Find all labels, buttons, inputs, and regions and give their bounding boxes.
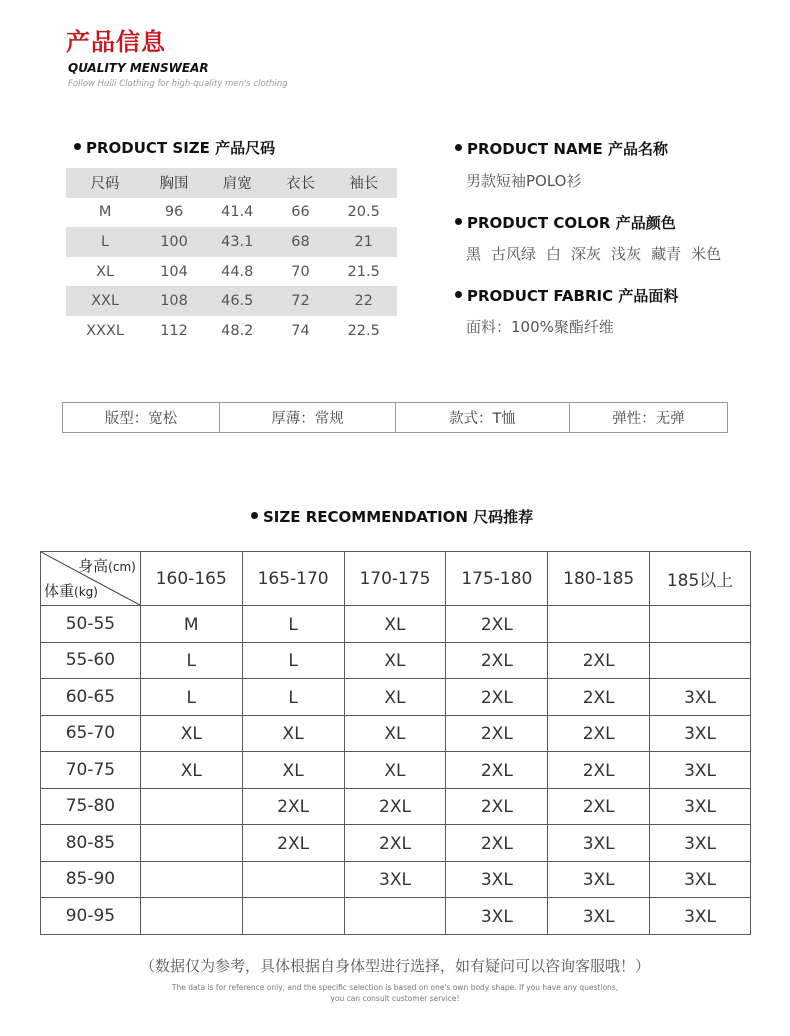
reference-note: （数据仅为参考，具体根据自身体型进行选择，如有疑问可以咨询客服哦！） — [139, 957, 650, 975]
size-table-cell: 48.2 — [221, 322, 254, 339]
page-tagline: Follow Huili Clothing for high-quality men's clothing — [68, 79, 288, 89]
recommended-size-cell — [140, 898, 242, 935]
size-table-cell: XL — [96, 263, 115, 280]
weight-range-cell: 90-95 — [41, 898, 141, 935]
recommended-size-cell — [242, 861, 344, 898]
weight-range-cell: 60-65 — [41, 679, 141, 716]
recommended-size-cell: L — [140, 642, 242, 679]
recommended-size-cell: XL — [344, 606, 446, 643]
recommended-size-cell: 3XL — [650, 788, 751, 825]
recommended-size-cell: 2XL — [548, 642, 650, 679]
attribute-bar — [62, 402, 728, 433]
recommended-size-cell: 2XL — [446, 715, 548, 752]
size-table-header-cell: 尺码 — [66, 168, 144, 198]
product-name-heading: PRODUCT NAME 产品名称 — [455, 138, 668, 159]
recommended-size-cell: 2XL — [446, 788, 548, 825]
page-title: 产品信息 — [66, 28, 166, 56]
bullet-icon — [251, 512, 258, 519]
color-option: 深灰 — [571, 245, 602, 263]
recommended-size-cell — [140, 788, 242, 825]
attribute-fit: 版型：宽松 — [63, 403, 220, 432]
table-row — [41, 898, 751, 935]
recommended-size-cell: 2XL — [446, 679, 548, 716]
product-fabric-heading: PRODUCT FABRIC 产品面料 — [455, 285, 678, 306]
product-size-heading: PRODUCT SIZE 产品尺码 — [74, 137, 275, 158]
size-recommendation-table — [40, 551, 751, 935]
weight-range-cell: 65-70 — [41, 715, 141, 752]
product-color-list — [466, 243, 731, 264]
size-table-cell: 46.5 — [204, 286, 271, 316]
recommended-size-cell: 2XL — [344, 825, 446, 862]
recommended-size-cell: XL — [242, 752, 344, 789]
size-table-cell: 66 — [291, 204, 310, 221]
size-table-cell: M — [98, 204, 112, 221]
recommended-size-cell: 3XL — [548, 825, 650, 862]
attribute-thickness: 厚薄：常规 — [220, 403, 396, 432]
recommended-size-cell: 2XL — [548, 752, 650, 789]
size-table-cell: 108 — [144, 286, 204, 316]
recommended-size-cell: 3XL — [446, 898, 548, 935]
recommended-size-cell: 2XL — [446, 825, 548, 862]
reference-note-english-line1: The data is for reference only, and the specific selection is based on one's own body shape. If you have any questions, — [171, 983, 619, 992]
size-table-cell: 21 — [330, 227, 397, 257]
size-table-header-cell: 胸围 — [144, 168, 204, 198]
recommended-size-cell: XL — [140, 715, 242, 752]
corner-weight-label: 体重(kg) — [44, 582, 98, 600]
recommended-size-cell — [548, 606, 650, 643]
recommended-size-cell — [140, 861, 242, 898]
table-row — [41, 715, 751, 752]
bullet-icon — [455, 291, 462, 298]
product-fabric-value: 面料：100%聚酯纤维 — [466, 318, 614, 336]
table-row — [41, 752, 751, 789]
page-subtitle: QUALITY MENSWEAR — [68, 61, 209, 75]
recommended-size-cell: XL — [344, 642, 446, 679]
size-table-cell: 68 — [271, 227, 331, 257]
table-corner-cell — [41, 552, 141, 606]
recommended-size-cell: 3XL — [650, 715, 751, 752]
bullet-icon — [74, 143, 81, 150]
size-table-header-cell: 衣长 — [271, 168, 331, 198]
size-table-cell: 21.5 — [347, 263, 380, 280]
recommended-size-cell: XL — [344, 752, 446, 789]
weight-range-cell: 85-90 — [41, 861, 141, 898]
recommended-size-cell: 3XL — [548, 861, 650, 898]
reference-note-english-line2: you can consult customer service! — [330, 994, 460, 1003]
weight-range-cell: 50-55 — [41, 606, 141, 643]
size-recommendation-heading: SIZE RECOMMENDATION 尺码推荐 — [251, 506, 533, 527]
recommended-size-cell: 3XL — [650, 679, 751, 716]
height-range-header: 165-170 — [242, 552, 344, 606]
recommended-size-cell — [140, 825, 242, 862]
table-row — [41, 825, 751, 862]
size-table-cell: XXXL — [86, 322, 125, 339]
size-table-cell: 112 — [160, 322, 188, 339]
recommended-size-cell: 3XL — [650, 825, 751, 862]
table-row — [66, 198, 397, 228]
recommended-size-cell: 2XL — [446, 752, 548, 789]
recommended-size-cell — [650, 606, 751, 643]
recommended-size-cell: 3XL — [446, 861, 548, 898]
recommended-size-cell: XL — [344, 715, 446, 752]
size-table-header-row — [66, 168, 397, 198]
table-row — [41, 642, 751, 679]
size-table-cell: 22 — [330, 286, 397, 316]
table-row — [66, 227, 397, 257]
size-table-cell: 100 — [144, 227, 204, 257]
weight-range-cell: 55-60 — [41, 642, 141, 679]
table-row — [41, 606, 751, 643]
recommended-size-cell: XL — [140, 752, 242, 789]
table-row — [41, 861, 751, 898]
recommended-size-cell: 2XL — [242, 825, 344, 862]
color-option: 藏青 — [651, 245, 682, 263]
color-option: 古风绿 — [491, 245, 537, 263]
bullet-icon — [455, 144, 462, 151]
recommended-size-cell: 2XL — [548, 788, 650, 825]
recommended-size-cell — [650, 642, 751, 679]
size-table-cell: L — [66, 227, 144, 257]
recommended-size-cell: 2XL — [548, 715, 650, 752]
recommended-size-cell: 3XL — [650, 752, 751, 789]
recommended-size-cell: 3XL — [650, 861, 751, 898]
recommended-size-cell — [242, 898, 344, 935]
size-table-cell: 43.1 — [204, 227, 271, 257]
product-color-heading: PRODUCT COLOR 产品颜色 — [455, 212, 676, 233]
attribute-style: 款式：T恤 — [396, 403, 570, 432]
table-row — [41, 788, 751, 825]
recommended-size-cell: 2XL — [344, 788, 446, 825]
table-row — [41, 679, 751, 716]
size-table-cell: 70 — [291, 263, 310, 280]
height-range-header: 160-165 — [140, 552, 242, 606]
recommended-size-cell: L — [242, 642, 344, 679]
recommended-size-cell: 3XL — [650, 898, 751, 935]
size-table — [66, 168, 397, 346]
height-range-header: 180-185 — [548, 552, 650, 606]
height-range-header: 170-175 — [344, 552, 446, 606]
size-table-header-cell: 袖长 — [330, 168, 397, 198]
size-table-cell: 41.4 — [221, 204, 254, 221]
weight-range-cell: 80-85 — [41, 825, 141, 862]
recommended-size-cell: XL — [344, 679, 446, 716]
recommended-size-cell — [344, 898, 446, 935]
size-table-cell: 20.5 — [347, 204, 380, 221]
color-option: 黑 — [466, 245, 482, 263]
table-header-row — [41, 552, 751, 606]
size-table-cell: 74 — [291, 322, 310, 339]
weight-range-cell: 75-80 — [41, 788, 141, 825]
recommended-size-cell: 3XL — [344, 861, 446, 898]
recommended-size-cell: M — [140, 606, 242, 643]
size-table-cell: XXL — [66, 286, 144, 316]
recommended-size-cell: 3XL — [548, 898, 650, 935]
size-table-cell: 72 — [271, 286, 331, 316]
bullet-icon — [455, 218, 462, 225]
recommended-size-cell: L — [242, 679, 344, 716]
weight-range-cell: 70-75 — [41, 752, 141, 789]
color-option: 白 — [546, 245, 562, 263]
recommended-size-cell: 2XL — [548, 679, 650, 716]
size-table-cell: 22.5 — [347, 322, 380, 339]
size-table-header-cell: 肩宽 — [204, 168, 271, 198]
size-table-cell: 44.8 — [221, 263, 254, 280]
size-table-cell: 104 — [160, 263, 188, 280]
recommended-size-cell: XL — [242, 715, 344, 752]
product-name-value: 男款短袖POLO衫 — [466, 172, 582, 190]
recommended-size-cell: L — [242, 606, 344, 643]
color-option: 浅灰 — [611, 245, 642, 263]
recommended-size-cell: 2XL — [446, 606, 548, 643]
attribute-elasticity: 弹性：无弹 — [612, 411, 685, 427]
height-range-header: 175-180 — [446, 552, 548, 606]
corner-height-label: 身高(cm) — [78, 557, 136, 575]
table-row — [66, 257, 397, 287]
color-option: 米色 — [691, 245, 722, 263]
height-range-header: 185以上 — [650, 552, 751, 606]
table-row — [66, 316, 397, 346]
table-row — [66, 286, 397, 316]
size-table-cell: 96 — [164, 204, 184, 221]
recommended-size-cell: L — [140, 679, 242, 716]
recommended-size-cell: 2XL — [446, 642, 548, 679]
recommended-size-cell: 2XL — [242, 788, 344, 825]
